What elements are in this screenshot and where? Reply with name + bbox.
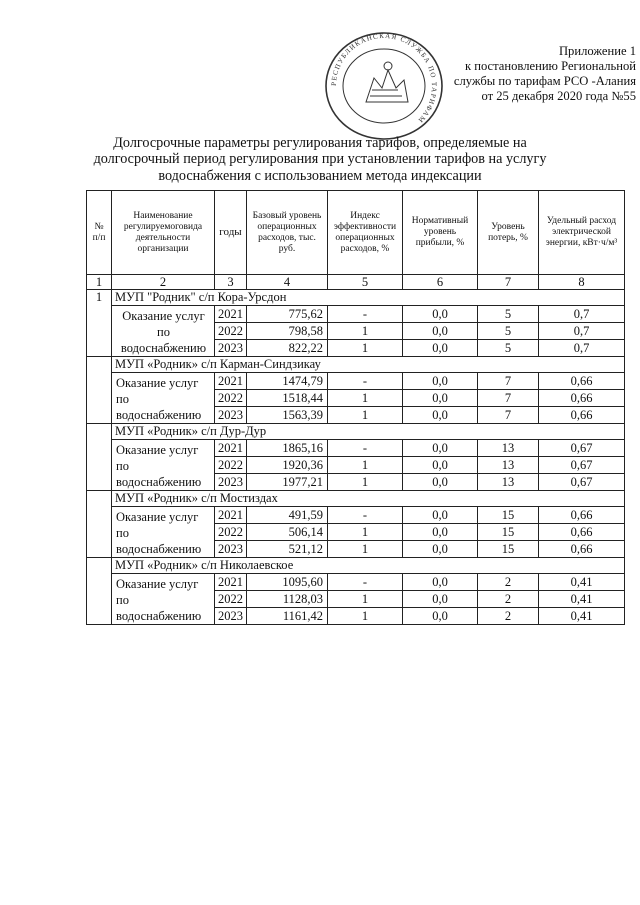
table-row <box>87 574 625 591</box>
cell-efficiency: 1 <box>328 340 403 357</box>
cell-profit: 0,0 <box>403 340 478 357</box>
service-line: по <box>116 459 129 473</box>
cell-energy: 0,67 <box>539 440 625 457</box>
org-row <box>87 491 625 507</box>
org-row <box>87 424 625 440</box>
col-number: 3 <box>215 275 247 290</box>
cell-efficiency: 1 <box>328 608 403 625</box>
cell-year: 2021 <box>215 440 247 457</box>
service-name <box>112 373 215 424</box>
cell-loss: 2 <box>478 608 539 625</box>
service-line: водоснабжению <box>116 408 202 422</box>
appendix-header <box>396 44 636 104</box>
empty-index-cell <box>87 558 112 625</box>
appendix-date: от 25 декабря 2020 года №55 <box>481 89 636 103</box>
cell-profit: 0,0 <box>403 323 478 340</box>
org-name: МУП «Родник» с/п Николаевское <box>112 558 625 574</box>
cell-loss: 5 <box>478 323 539 340</box>
cell-base: 1865,16 <box>247 440 328 457</box>
service-line: по <box>116 526 129 540</box>
header-row <box>87 191 625 275</box>
cell-base: 1977,21 <box>247 474 328 491</box>
empty-index-cell <box>87 357 112 424</box>
appendix-resolution: к постановлению Региональной <box>464 59 636 73</box>
cell-profit: 0,0 <box>403 541 478 558</box>
cell-efficiency: 1 <box>328 457 403 474</box>
cell-base: 506,14 <box>247 524 328 541</box>
cell-energy: 0,7 <box>539 306 625 323</box>
cell-loss: 7 <box>478 407 539 424</box>
table-row <box>87 440 625 457</box>
appendix-title: Приложение 1 <box>558 44 636 58</box>
cell-profit: 0,0 <box>403 474 478 491</box>
cell-base: 521,12 <box>247 541 328 558</box>
header-activity: Наименование регулируемоговида деятельности организации <box>112 191 215 275</box>
service-line: Оказание услуг <box>122 309 205 323</box>
cell-energy: 0,66 <box>539 541 625 558</box>
cell-year: 2023 <box>215 608 247 625</box>
cell-loss: 15 <box>478 524 539 541</box>
cell-year: 2023 <box>215 474 247 491</box>
col-number: 4 <box>247 275 328 290</box>
service-name <box>112 440 215 491</box>
cell-loss: 13 <box>478 474 539 491</box>
service-line: водоснабжению <box>116 542 202 556</box>
col-number: 1 <box>87 275 112 290</box>
header-index: № п/п <box>87 191 112 275</box>
cell-energy: 0,66 <box>539 373 625 390</box>
service-line: по <box>157 325 170 339</box>
org-row <box>87 290 625 306</box>
title-line-1: Долгосрочные параметры регулирования тарифов, определяемые на <box>113 135 527 151</box>
header-base-expenses: Базовый уровень операционных расходов, тыс. руб. <box>247 191 328 275</box>
cell-profit: 0,0 <box>403 390 478 407</box>
service-name <box>112 306 215 357</box>
cell-base: 1128,03 <box>247 591 328 608</box>
cell-energy: 0,66 <box>539 507 625 524</box>
header-profit-level: Нормативный уровень прибыли, % <box>403 191 478 275</box>
cell-loss: 5 <box>478 306 539 323</box>
table-row <box>87 306 625 323</box>
col-number: 8 <box>539 275 625 290</box>
cell-efficiency: 1 <box>328 524 403 541</box>
cell-energy: 0,7 <box>539 323 625 340</box>
cell-profit: 0,0 <box>403 306 478 323</box>
cell-base: 1474,79 <box>247 373 328 390</box>
org-name: МУП «Родник» с/п Дур-Дур <box>112 424 625 440</box>
service-line: Оказание услуг <box>116 443 199 457</box>
cell-efficiency: - <box>328 440 403 457</box>
cell-profit: 0,0 <box>403 440 478 457</box>
cell-efficiency: - <box>328 306 403 323</box>
cell-loss: 7 <box>478 373 539 390</box>
cell-energy: 0,66 <box>539 524 625 541</box>
cell-efficiency: 1 <box>328 407 403 424</box>
header-energy-consumption: Удельный расход электрической энергии, кВт·ч/м³ <box>539 191 625 275</box>
service-line: Оказание услуг <box>116 376 199 390</box>
cell-base: 1920,36 <box>247 457 328 474</box>
table-row <box>87 507 625 524</box>
cell-profit: 0,0 <box>403 507 478 524</box>
header-efficiency-index: Индекс эффективности операционных расходов, % <box>328 191 403 275</box>
service-name <box>112 574 215 625</box>
cell-profit: 0,0 <box>403 574 478 591</box>
cell-loss: 5 <box>478 340 539 357</box>
service-line: водоснабжению <box>120 341 207 355</box>
cell-year: 2021 <box>215 306 247 323</box>
table-row <box>87 373 625 390</box>
cell-efficiency: - <box>328 507 403 524</box>
cell-base: 491,59 <box>247 507 328 524</box>
cell-loss: 13 <box>478 457 539 474</box>
cell-efficiency: 1 <box>328 474 403 491</box>
org-name: МУП "Родник" с/п Кора-Урсдон <box>112 290 625 306</box>
service-line: по <box>116 593 129 607</box>
cell-profit: 0,0 <box>403 407 478 424</box>
cell-year: 2023 <box>215 407 247 424</box>
cell-year: 2022 <box>215 524 247 541</box>
cell-base: 775,62 <box>247 306 328 323</box>
cell-loss: 2 <box>478 591 539 608</box>
org-name: МУП «Родник» с/п Мостиздах <box>112 491 625 507</box>
service-line: водоснабжению <box>116 475 202 489</box>
cell-loss: 7 <box>478 390 539 407</box>
col-number: 2 <box>112 275 215 290</box>
seal-text: РЕСПУБЛИКАНСКАЯ СЛУЖБА ПО ТАРИФАМ <box>329 31 439 125</box>
cell-energy: 0,66 <box>539 407 625 424</box>
col-number: 7 <box>478 275 539 290</box>
cell-efficiency: - <box>328 373 403 390</box>
service-name <box>112 507 215 558</box>
cell-efficiency: - <box>328 574 403 591</box>
title-line-3: водоснабжения с использованием метода индексации <box>158 167 482 184</box>
cell-year: 2021 <box>215 373 247 390</box>
cell-energy: 0,67 <box>539 457 625 474</box>
cell-base: 798,58 <box>247 323 328 340</box>
service-line: по <box>116 392 129 406</box>
cell-profit: 0,0 <box>403 373 478 390</box>
cell-efficiency: 1 <box>328 591 403 608</box>
cell-base: 1563,39 <box>247 407 328 424</box>
cell-base: 1161,42 <box>247 608 328 625</box>
header-years: годы <box>215 191 247 275</box>
cell-energy: 0,41 <box>539 608 625 625</box>
org-name: МУП «Родник» с/п Карман-Синдзикау <box>112 357 625 373</box>
cell-loss: 15 <box>478 541 539 558</box>
cell-energy: 0,7 <box>539 340 625 357</box>
cell-year: 2022 <box>215 390 247 407</box>
cell-energy: 0,41 <box>539 591 625 608</box>
cell-base: 1518,44 <box>247 390 328 407</box>
cell-profit: 0,0 <box>403 591 478 608</box>
cell-year: 2022 <box>215 323 247 340</box>
cell-year: 2022 <box>215 457 247 474</box>
cell-base: 1095,60 <box>247 574 328 591</box>
parameters-table <box>86 190 625 625</box>
cell-profit: 0,0 <box>403 524 478 541</box>
cell-efficiency: 1 <box>328 390 403 407</box>
cell-base: 822,22 <box>247 340 328 357</box>
cell-energy: 0,67 <box>539 474 625 491</box>
appendix-service: службы по тарифам РСО -Алания <box>453 74 636 88</box>
cell-profit: 0,0 <box>403 608 478 625</box>
cell-energy: 0,66 <box>539 390 625 407</box>
cell-profit: 0,0 <box>403 457 478 474</box>
cell-loss: 2 <box>478 574 539 591</box>
org-row <box>87 357 625 373</box>
service-line: водоснабжению <box>116 609 202 623</box>
cell-year: 2023 <box>215 541 247 558</box>
service-line: Оказание услуг <box>116 510 199 524</box>
cell-efficiency: 1 <box>328 323 403 340</box>
service-line: Оказание услуг <box>116 577 199 591</box>
row-index: 1 <box>87 290 112 357</box>
column-numbers-row <box>87 275 625 290</box>
cell-energy: 0,41 <box>539 574 625 591</box>
cell-efficiency: 1 <box>328 541 403 558</box>
header-loss-level: Уровень потерь, % <box>478 191 539 275</box>
cell-loss: 15 <box>478 507 539 524</box>
col-number: 5 <box>328 275 403 290</box>
empty-index-cell <box>87 424 112 491</box>
document-title <box>80 135 560 184</box>
col-number: 6 <box>403 275 478 290</box>
cell-year: 2021 <box>215 507 247 524</box>
cell-year: 2023 <box>215 340 247 357</box>
org-row <box>87 558 625 574</box>
title-line-2: долгосрочный период регулирования при установлении тарифов на услугу <box>93 151 547 168</box>
cell-year: 2022 <box>215 591 247 608</box>
cell-year: 2021 <box>215 574 247 591</box>
empty-index-cell <box>87 491 112 558</box>
cell-loss: 13 <box>478 440 539 457</box>
